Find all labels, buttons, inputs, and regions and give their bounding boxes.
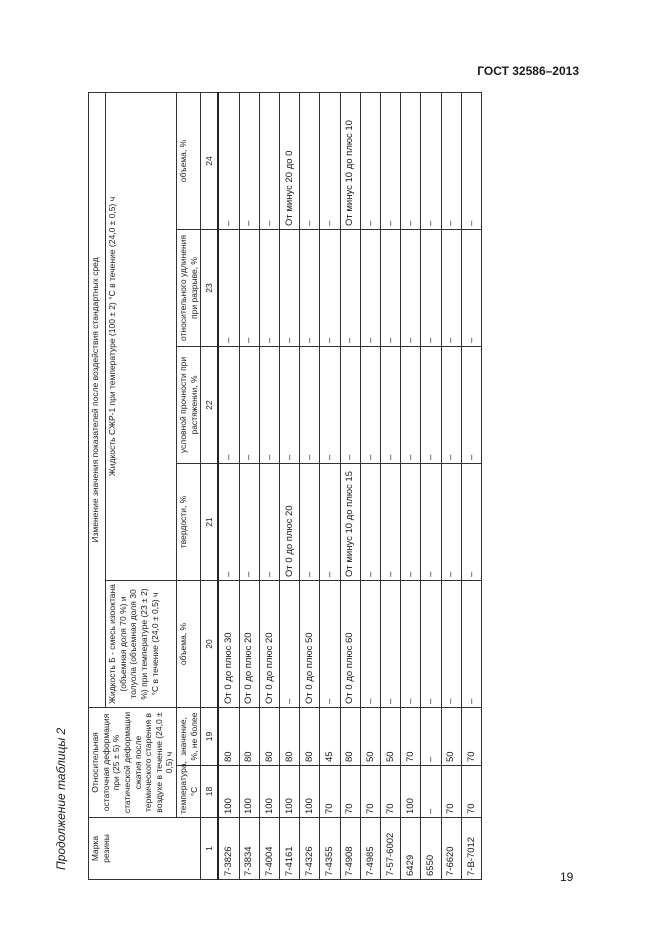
cell-volume-b: –: [381, 580, 401, 707]
cell-volume: –: [218, 92, 239, 229]
cell-volume: –: [381, 92, 401, 229]
cell-value: 80: [340, 707, 360, 765]
cell-volume: –: [239, 92, 259, 229]
cell-elongation: –: [280, 229, 300, 346]
col-number: 1: [201, 818, 219, 880]
table-caption: Продолжение таблицы 2: [54, 727, 68, 870]
cell-elongation: –: [461, 229, 481, 346]
cell-strength: –: [320, 346, 340, 463]
cell-brand: 7-4161: [280, 818, 300, 880]
cell-temperature: 70: [381, 766, 401, 818]
header-volume-b: объема, %: [177, 580, 201, 707]
cell-brand: 7-4004: [259, 818, 279, 880]
cell-elongation: –: [441, 229, 461, 346]
table-row: [340, 92, 360, 879]
table-row: [239, 92, 259, 879]
cell-volume: –: [259, 92, 279, 229]
cell-strength: –: [401, 346, 421, 463]
cell-strength: –: [340, 346, 360, 463]
cell-brand: 7-4326: [300, 818, 320, 880]
col-number: 18: [201, 766, 219, 818]
cell-elongation: –: [320, 229, 340, 346]
cell-volume-b: От 0 до плюс 50: [300, 580, 320, 707]
cell-hardness: От 0 до плюс 20: [280, 463, 300, 580]
table-body: [218, 92, 482, 879]
cell-brand: 7-В-7012: [461, 818, 481, 880]
cell-temperature: 100: [280, 766, 300, 818]
header-volume: объема, %: [177, 92, 201, 229]
cell-strength: –: [300, 346, 320, 463]
cell-elongation: –: [381, 229, 401, 346]
cell-strength: –: [461, 346, 481, 463]
cell-elongation: –: [239, 229, 259, 346]
cell-temperature: 70: [340, 766, 360, 818]
table-row: [360, 92, 380, 879]
standard-header: ГОСТ 32586–2013: [477, 64, 579, 78]
cell-value: 50: [381, 707, 401, 765]
cell-hardness: –: [441, 463, 461, 580]
cell-elongation: –: [421, 229, 441, 346]
cell-volume: –: [441, 92, 461, 229]
cell-volume: От минус 10 до плюс 10: [340, 92, 360, 229]
cell-volume: –: [421, 92, 441, 229]
cell-strength: –: [239, 346, 259, 463]
cell-hardness: –: [461, 463, 481, 580]
cell-volume-b: От 0 до плюс 20: [239, 580, 259, 707]
cell-strength: –: [259, 346, 279, 463]
cell-hardness: От минус 10 до плюс 15: [340, 463, 360, 580]
header-fluid-szhr: Жидкость СЖР-1 при температуре (100 ± 2) °С в течение (24,0 ± 0,5) ч: [106, 92, 177, 580]
col-number: 20: [201, 580, 219, 707]
cell-volume-b: –: [421, 580, 441, 707]
table-row: [259, 92, 279, 879]
table-row: [421, 92, 441, 879]
cell-strength: –: [381, 346, 401, 463]
rotated-table-block: [54, 60, 494, 880]
header-fluid-b: Жидкость Б - смесь изооктана (объемная доля 70 %) и толуола (объемная доля 30 %) при температуре (23 ± 2) °С в течение (24,0 ± 0,5) ч: [106, 580, 177, 707]
cell-brand: 7-4985: [360, 818, 380, 880]
cell-value: –: [421, 707, 441, 765]
header-changes: Изменение значения показателей после воздействия стандартных сред: [89, 92, 106, 707]
cell-temperature: 100: [300, 766, 320, 818]
cell-value: 50: [360, 707, 380, 765]
cell-elongation: –: [300, 229, 320, 346]
cell-brand: 7-6620: [441, 818, 461, 880]
cell-value: 80: [300, 707, 320, 765]
table-row: [320, 92, 340, 879]
col-number: 23: [201, 229, 219, 346]
cell-volume-b: –: [280, 580, 300, 707]
cell-hardness: –: [259, 463, 279, 580]
cell-volume: –: [360, 92, 380, 229]
cell-strength: –: [421, 346, 441, 463]
cell-value: 70: [461, 707, 481, 765]
table-row: [441, 92, 461, 879]
cell-temperature: 100: [401, 766, 421, 818]
col-number: 22: [201, 346, 219, 463]
table-row: [381, 92, 401, 879]
cell-volume-b: –: [461, 580, 481, 707]
col-number: 21: [201, 463, 219, 580]
cell-value: 80: [259, 707, 279, 765]
cell-value: 45: [320, 707, 340, 765]
cell-volume: –: [461, 92, 481, 229]
header-compression: Относительная остаточная деформация при (25 ± 5) % статической деформации сжатия после термического старения в воздухе в течение (24,0 ± 0,5) ч: [89, 707, 177, 817]
table-row: [280, 92, 300, 879]
col-number: 24: [201, 92, 219, 229]
table-row: [401, 92, 421, 879]
cell-elongation: –: [259, 229, 279, 346]
cell-elongation: –: [218, 229, 239, 346]
cell-brand: 7-4355: [320, 818, 340, 880]
cell-volume: –: [300, 92, 320, 229]
page-number: 19: [560, 870, 574, 884]
cell-value: 80: [239, 707, 259, 765]
table-row: [300, 92, 320, 879]
cell-volume-b: –: [441, 580, 461, 707]
cell-volume-b: От 0 до плюс 20: [259, 580, 279, 707]
cell-elongation: –: [401, 229, 421, 346]
cell-volume-b: От 0 до плюс 30: [218, 580, 239, 707]
cell-hardness: –: [239, 463, 259, 580]
cell-elongation: –: [360, 229, 380, 346]
header-elongation: относительного удлинения при разрыве, %: [177, 229, 201, 346]
cell-volume: От минус 20 до 0: [280, 92, 300, 229]
cell-strength: –: [218, 346, 239, 463]
table-row: [218, 92, 239, 879]
table-row: [461, 92, 481, 879]
cell-hardness: –: [218, 463, 239, 580]
cell-temperature: 70: [441, 766, 461, 818]
cell-hardness: –: [381, 463, 401, 580]
cell-value: 50: [441, 707, 461, 765]
cell-brand: 7-57-6002: [381, 818, 401, 880]
cell-volume-b: –: [401, 580, 421, 707]
cell-temperature: –: [421, 766, 441, 818]
cell-hardness: –: [360, 463, 380, 580]
cell-elongation: –: [340, 229, 360, 346]
header-strength: условной прочности при растяжении, %: [177, 346, 201, 463]
cell-strength: –: [441, 346, 461, 463]
cell-hardness: –: [421, 463, 441, 580]
cell-temperature: 100: [218, 766, 239, 818]
cell-hardness: –: [300, 463, 320, 580]
cell-volume-b: –: [320, 580, 340, 707]
cell-brand: 6429: [401, 818, 421, 880]
cell-temperature: 100: [259, 766, 279, 818]
cell-brand: 7-3834: [239, 818, 259, 880]
cell-value: 70: [401, 707, 421, 765]
cell-brand: 6550: [421, 818, 441, 880]
cell-value: 80: [218, 707, 239, 765]
cell-value: 80: [280, 707, 300, 765]
header-temperature: температура, °С: [177, 766, 201, 818]
cell-strength: –: [360, 346, 380, 463]
header-brand: Марка резины: [89, 818, 201, 880]
properties-table: [88, 92, 482, 880]
cell-temperature: 70: [360, 766, 380, 818]
cell-volume: –: [320, 92, 340, 229]
cell-temperature: 70: [461, 766, 481, 818]
cell-volume-b: –: [360, 580, 380, 707]
cell-hardness: –: [320, 463, 340, 580]
cell-temperature: 100: [239, 766, 259, 818]
header-value: значение, %, не более: [177, 707, 201, 765]
cell-volume-b: От 0 до плюс 60: [340, 580, 360, 707]
header-hardness: твердости, %: [177, 463, 201, 580]
cell-temperature: 70: [320, 766, 340, 818]
col-number: 19: [201, 707, 219, 765]
cell-hardness: –: [401, 463, 421, 580]
cell-brand: 7-3826: [218, 818, 239, 880]
cell-strength: –: [280, 346, 300, 463]
cell-brand: 7-4908: [340, 818, 360, 880]
cell-volume: –: [401, 92, 421, 229]
